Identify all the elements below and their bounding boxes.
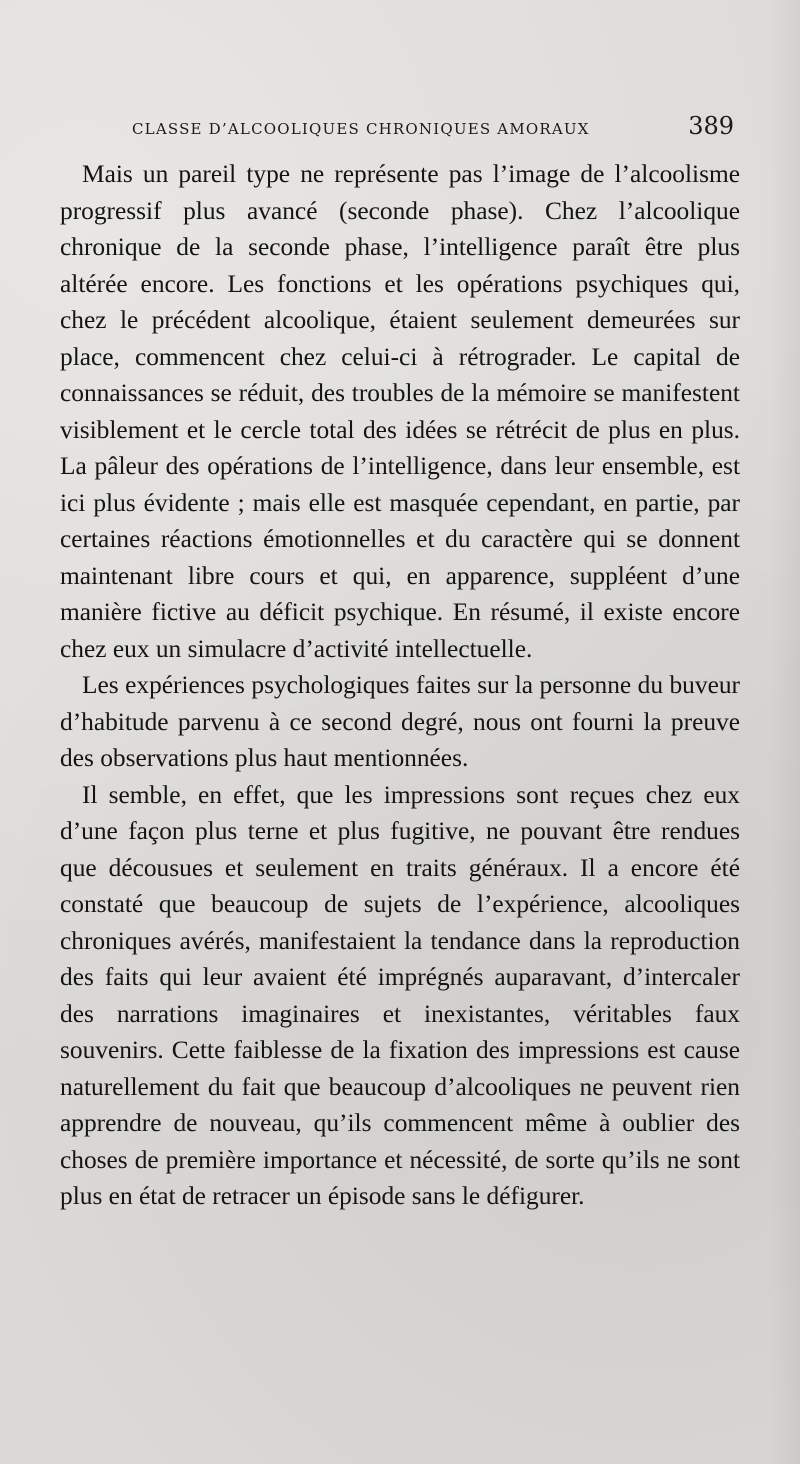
page-header bbox=[60, 112, 740, 146]
paragraph-3: Il semble, en effet, que les impressions sont reçues chez eux d’une façon plus terne et plus fugitive, ne pouvant être rendues que décousues et seulement en traits généraux. Il a encore été constaté que beaucoup de sujets de l’expérience, alcooliques chroniques avérés, manifestaient la tendance dans la reproduction des faits qui leur avaient été imprégnés auparavant, d’intercaler des narrations imaginaires et inexistantes, véritables faux souvenirs. Cette faiblesse de la fixation des impressions est cause naturellement du fait que beaucoup d’alcooliques ne peuvent rien apprendre de nouveau, qu’ils commencent même à oublier des choses de première importance et nécessité, de sorte qu’ils ne sont plus en état de retracer un épisode sans le défigurer. bbox=[60, 780, 740, 1210]
page-number: 389 bbox=[688, 112, 734, 140]
paragraph-2: Les expériences psychologiques faites sur la personne du buveur d’habitude parvenu à ce second degré, nous ont fourni la preuve des observations plus haut mentionnées. bbox=[60, 671, 740, 772]
page-edge-shadow bbox=[770, 0, 800, 1464]
paragraph-1: Mais un pareil type ne représente pas l’image de l’alcoolisme progressif plus avancé (seconde phase). Chez l’alcoolique chronique de la seconde phase, l’intelligence paraît être plus altérée encore. Les fonctions et les opérations psychiques qui, chez le précédent alcoolique, étaient seulement demeurées sur place, commencent chez celui-ci à rétrograder. Le capital de connaissances se réduit, des troubles de la mémoire se manifestent visiblement et le cercle total des idées se rétrécit de plus en plus. La pâleur des opérations de l’intelligence, dans leur ensemble, est ici plus évidente ; mais elle est masquée cependant, en partie, par certaines réactions émotionnelles et du caractère qui se donnent maintenant libre cours et qui, en apparence, suppléent d’une manière fictive au déficit psychique. En résumé, il existe encore chez eux un simulacre d’activité intellectuelle. bbox=[60, 160, 740, 663]
running-title: CLASSE D’ALCOOLIQUES CHRONIQUES AMORAUX bbox=[132, 120, 590, 138]
body-text bbox=[60, 156, 740, 1215]
